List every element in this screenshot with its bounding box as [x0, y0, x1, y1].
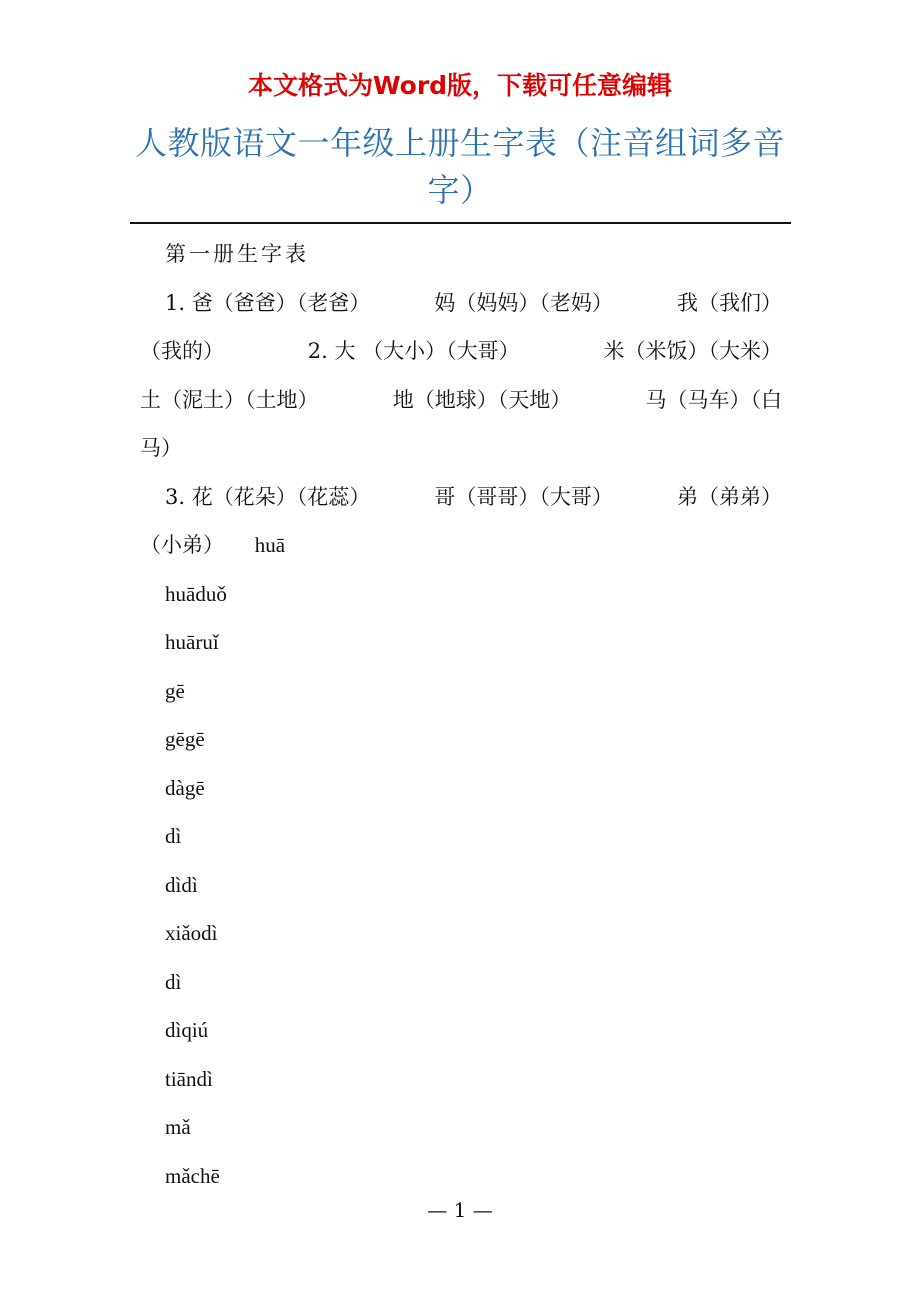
entry-line-2: [140, 327, 782, 376]
pinyin-item: xiǎodì: [165, 921, 218, 945]
entry-wo: 我（我们）: [677, 290, 782, 315]
pinyin-item: tiāndì: [165, 1066, 213, 1091]
document-body: [140, 230, 782, 1200]
entry-di: 地（地球）（天地）: [392, 387, 572, 412]
section-heading: 第一册生字表: [165, 242, 309, 266]
document-title: 人教版语文一年级上册生字表（注音组词多音字）: [134, 124, 785, 209]
entry-ma-mother: 妈（妈妈）（老妈）: [434, 290, 613, 315]
pinyin-item: dìdì: [165, 872, 198, 897]
pinyin-item: dàgē: [165, 775, 205, 800]
page-number: — 1 —: [427, 1198, 493, 1222]
format-notice: 本文格式为Word版，下载可任意编辑: [247, 71, 673, 100]
entry-ma-horse-continued: 马）: [140, 436, 182, 460]
pinyin-item: gē: [165, 678, 185, 703]
entry-wo-continued: （我的）: [140, 339, 224, 363]
entry-di-brother: 弟（弟弟）: [677, 484, 782, 509]
title-divider: [130, 222, 791, 224]
entry-tu: 土（泥土）（土地）: [140, 387, 319, 412]
pinyin-item: mǎchē: [165, 1163, 220, 1188]
pinyin-item: gēgē: [165, 727, 205, 751]
entry-ge: 哥（哥哥）（大哥）: [434, 484, 613, 509]
pinyin-item: huāruǐ: [165, 630, 219, 654]
entry-hua: 3. 花（花朵）（花蕊）: [165, 484, 371, 509]
entry-mi: 米（米饭）（大米）: [603, 339, 782, 363]
entry-ma-horse: 马（马车）（白: [645, 387, 782, 412]
entry-ba: 1. 爸（爸爸）（老爸）: [165, 290, 371, 315]
entry-line-4: [140, 424, 782, 473]
entry-line-3: [140, 376, 782, 425]
entry-di-brother-continued: （小弟）: [140, 533, 224, 557]
entry-line-5: [140, 473, 782, 522]
entry-line-1: [140, 279, 782, 328]
entry-da: 2. 大 （大小）（大哥）: [307, 339, 520, 363]
pinyin-item: dì: [165, 969, 182, 994]
entry-line-6: [140, 521, 782, 570]
pinyin-hua: huā: [254, 533, 286, 557]
pinyin-item: dìqiú: [165, 1018, 209, 1042]
pinyin-item: dì: [165, 824, 182, 848]
pinyin-item: mǎ: [165, 1115, 191, 1139]
pinyin-item: huāduǒ: [165, 581, 227, 606]
